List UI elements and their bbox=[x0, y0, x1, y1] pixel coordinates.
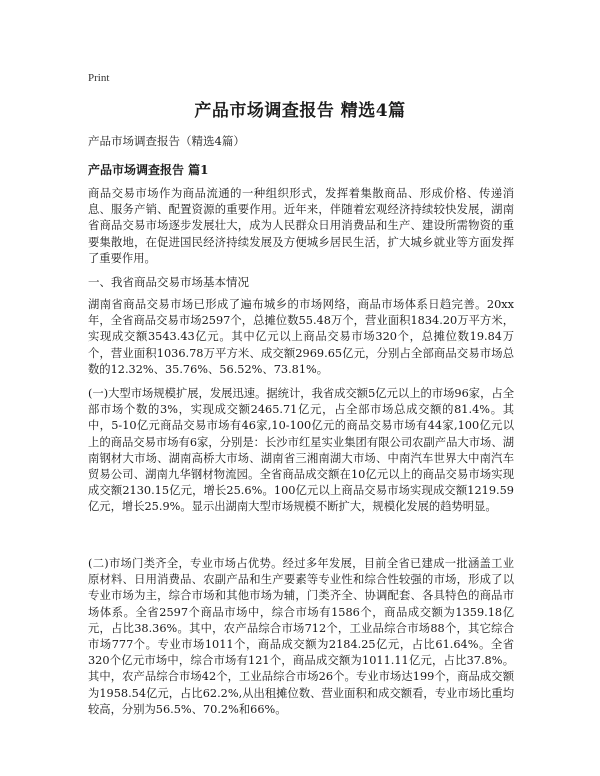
page-title: 产品市场调查报告 精选4篇 bbox=[194, 101, 406, 121]
paragraph-market-types: (二)市场门类齐全，专业市场占优势。经过多年发展，目前全省已建成一批涵盖工业原材料、日用消费品、农副产品和生产要素等专业性和综合性较强的市场，形成了以专业市场为主，综合市场和其他市场为辅，门类齐全、协调配套、各具特色的商品市场体系。全省2597个商品市场中，综合市场有1586个，商品成交额为1359.18亿元，占比38.36%。其中，农产品综合市场712个，工业品综合市场88个，其它综合市场777个。专业市场1011个，商品成交额为2184.25亿元，占比61.64%。全省320个亿元市场中，综合市场有121个，商品成交额为1011.11亿元，占比37.8%。其中，农产品综合市场42个，工业品综合市场26个。专业市场达199个，商品成交额为1958.54亿元，占比62.2%,从出租摊位数、营业面积和成交额看，专业市场比重均较高，分别为56.5%、70.2%和66%。 bbox=[88, 557, 514, 716]
section-heading: 产品市场调查报告 篇1 bbox=[88, 163, 209, 177]
paragraph-large-markets: (一)大型市场规模扩展，发展迅速。据统计，我省成交额5亿元以上的市场96家，占全部市场个数的3%，实现成交额2465.71亿元，占全部市场总成交额的81.4%。其中，5-10亿元商品交易市场有46家,10-100亿元的商品交易市场有44家,100亿元以上的商品交易市场有6家，分别是：长沙市红星实业集团有限公司农副产品大市场、湖南钢材大市场、湖南高桥大市场、湖南省三湘南湖大市场、中南汽车世界大中南汽车贸易公司、湖南九华钢材物流园。全省商品成交额在10亿元以上的商品交易市场实现成交额2130.15亿元，增长25.6%。100亿元以上商品交易市场实现成交额1219.59亿元，增长25.9%。显示出湖南大型市场规模不断扩大，规模化发展的趋势明显。 bbox=[88, 387, 514, 514]
subsection-heading: 一、我省商品交易市场基本情况 bbox=[88, 275, 249, 289]
print-label: Print bbox=[88, 72, 110, 84]
paragraph-overview: 湖南省商品交易市场已形成了遍布城乡的市场网络，商品市场体系日趋完善。20xx年，全省商品交易市场2597个，总摊位数55.48万个，营业面积1834.20万平方米，实现成交额3543.43亿元。其中亿元以上商品交易市场320个，总摊位数19.84万个，营业面积1036.78万平方米、成交额2969.65亿元，分别占全部商品交易市场总数的12.32%、35.76%、56.52%、73.81%。 bbox=[88, 298, 514, 376]
paragraph-intro: 商品交易市场作为商品流通的一种组织形式，发挥着集散商品、形成价格、传递消息、服务产销、配置资源的重要作用。近年来，伴随着宏观经济持续较快发展，湖南省商品交易市场逐步发展壮大，成为人民群众日用消费品和生产、建设所需物资的重要集散地，在促进国民经济持续发展及方便城乡居民生活，扩大城乡就业等方面发挥了重要作用。 bbox=[88, 187, 514, 265]
document-subtitle: 产品市场调查报告（精选4篇） bbox=[88, 134, 245, 148]
